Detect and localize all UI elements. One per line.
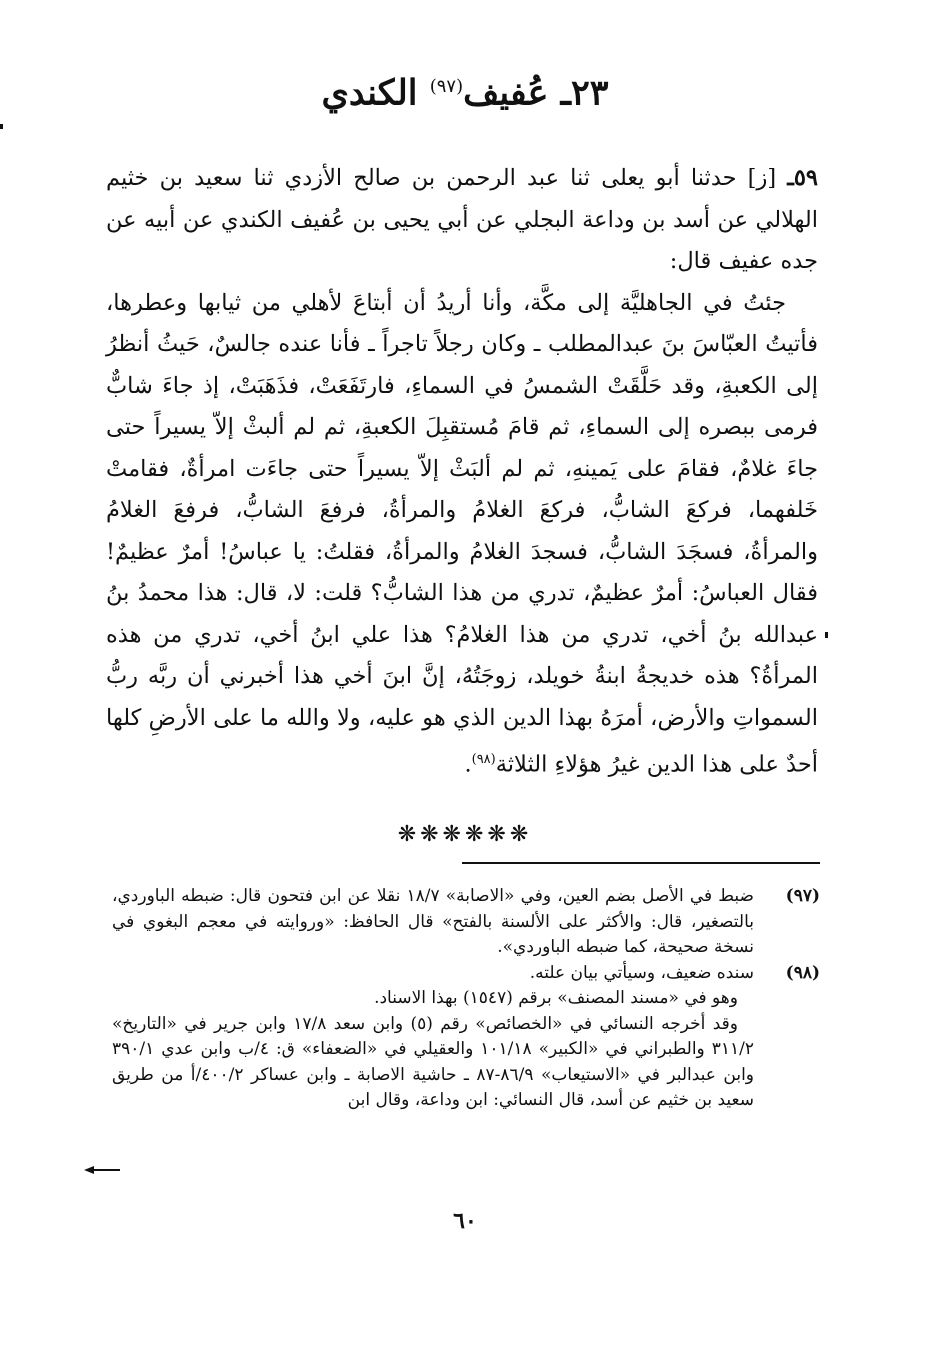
footnotes <box>112 884 820 1114</box>
footnote-number: (٩٨) <box>785 962 820 983</box>
footnote-text: ضبط في الأصل بضم العين، وفي «الاصابة» ١٨/٧ نقلا عن ابن فتحون قال: ضبطه الباوردي، بالتصغير، قال: والأكثر على الألسنة بالفتح» قال الحافظ: «وروايته في معجم البغوي في نسخة صحيحة، كما ضبطه الباوردي». <box>112 886 754 957</box>
hadith-footnote-ref[interactable]: (٩٨) <box>471 752 496 767</box>
hadith-intro: [ز] حدثنا أبو يعلى ثنا عبد الرحمن بن صالح الأزدي ثنا سعيد بن خثيم الهلالي عن أسد بن وداعة البجلي عن أبي يحيى بن عُفيف الكندي عن أبيه عن جده عفيف قال: <box>106 165 818 274</box>
footnote-divider <box>462 862 820 864</box>
hadith-matn <box>106 283 818 787</box>
chapter-name: عُفيف <box>463 72 549 114</box>
hadith-text <box>106 158 818 786</box>
footnote-number: (٩٧) <box>785 886 820 906</box>
footnote-text: وهو في «مسند المصنف» برقم (١٥٤٧) بهذا الاسناد. <box>374 988 738 1008</box>
chapter-footnote-ref[interactable]: (٩٧) <box>429 76 464 97</box>
page-number: ٦٠ <box>453 1208 477 1234</box>
section-separator: ❋❋❋❋❋❋ <box>397 822 533 847</box>
scan-mark-left <box>0 124 3 129</box>
footnote-97 <box>112 884 820 961</box>
chapter-suffix: الكندي <box>321 72 418 114</box>
footnote-text: سنده ضعيف، وسيأتي بيان علته. <box>529 962 754 983</box>
footnote-text: وقد أخرجه النسائي في «الخصائص» رقم (٥) وابن سعد ١٧/٨ وابن جرير في «التاريخ» ٣١١/٢ والطبراني في «الكبير» ١٠١/١٨ والعقيلي في «الضعفاء» ق: ٤/ب وابن عدي ٣٩٠/١ وابن عبدالبر في «الاستيعاب» ٨٦/٩-٨٧ ـ حاشية الاصابة ـ وابن عساكر ٤٠٠/٢/أ من طريق سعيد بن خثيم عن أسد، قال النسائي: ابن وداعة، وقال ابن <box>112 1013 754 1110</box>
chapter-number: ٢٣ـ <box>560 72 609 114</box>
hadith-number: ٥٩ـ <box>787 165 818 191</box>
scan-mark-right <box>825 632 828 638</box>
hadith-story: جئتُ في الجاهليَّة إلى مكَّة، وأنا أريدُ أن أبتاعَ لأهلي من ثيابها وعطرها، فأتيتُ العبّاسَ بنَ عبدالمطلب ـ وكان رجلاً تاجراً ـ فأنا عنده جالسٌ، حَيثُ أنظرُ إلى الكعبةِ، وقد حَلَّقَتْ الشمسُ في السماءِ، فارتَفَعَتْ، فذَهَبَتْ، إذ جاءَ شابٌّ فرمى ببصره إلى السماءِ، ثم قامَ مُستقبِلَ الكعبةِ، ثم لم ألبثْ إلاّ يسيراً حتى جاءَ غلامٌ، فقامَ على يَمينهِ، ثم لم ألبَثْ إلاّ يسيراً حتى جاءَت امرأةٌ، فقامتْ خَلفهما، فركعَ الشابُّ، فركعَ الغلامُ والمرأةُ، فرفعَ الشابُّ، فرفعَ الغلامُ والمرأةُ، فسجَدَ الشابُّ، فسجدَ الغلامُ والمرأةُ، فقلتُ: يا عباسُ! أمرٌ عظيمٌ! فقال العباسُ: أمرٌ عظيمٌ، تدري من هذا الشابُّ؟ قلت: لا، قال: هذا محمدُ بنُ عبدالله بنُ أخي، تدري من هذا الغلامُ؟ هذا علي ابنُ أخي، تدري من هذه المرأةُ؟ هذه خديجةُ ابنةُ خويلد، زوجَتُهُ، إنَّ ابنَ أخي هذا أخبرني أن ربَّه ربُّ السمواتِ والأرض، أمرَهُ بهذا الدين الذي هو عليه، ولا والله ما على الأرضِ كلها أحدٌ على هذا الدين غيرُ هؤلاءِ الثلاثة <box>106 289 818 778</box>
hadith-ending: . <box>464 751 472 778</box>
footnote-98 <box>112 961 820 1114</box>
chapter-title <box>0 62 930 119</box>
hadith-isnad <box>106 158 818 283</box>
continuation-arrow-icon <box>84 1165 120 1175</box>
